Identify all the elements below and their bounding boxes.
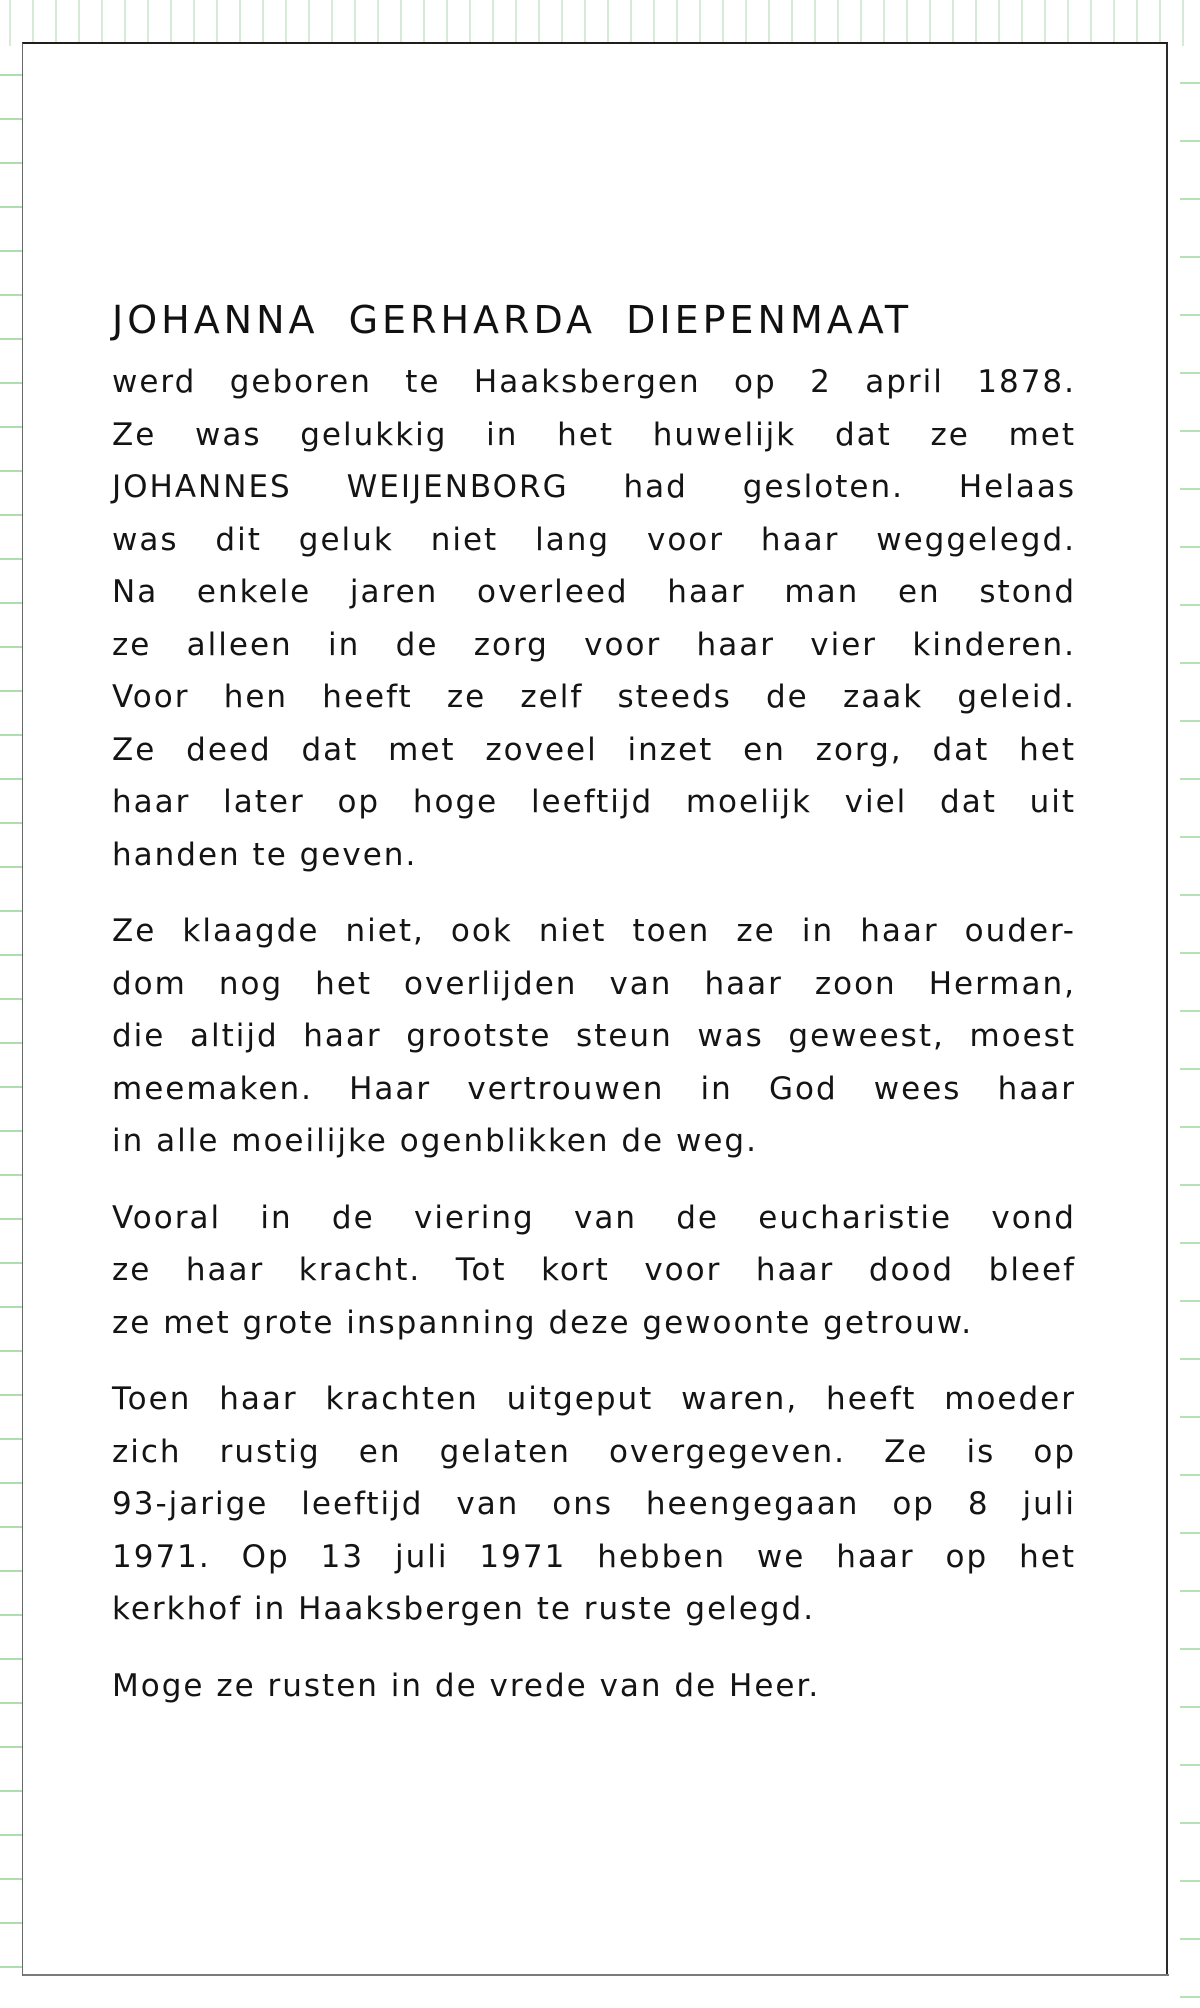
text-line: Voor hen heeft ze zelf steeds de zaak geleid. xyxy=(112,679,1076,715)
card-bottom-edge xyxy=(23,1974,1169,1976)
text-line: Ze was gelukkig in het huwelijk dat ze met xyxy=(112,416,1076,453)
text-line: ze alleen in de zorg voor haar vier kinderen. xyxy=(112,626,1076,663)
paragraph-gap xyxy=(112,1168,1076,1192)
text-line: Ze deed dat met zoveel inzet en zorg, dat het xyxy=(112,731,1076,768)
text-line: 93-jarige leeftijd van ons heengegaan op 8 juli xyxy=(112,1486,1076,1522)
text-line: 1971. Op 13 juli 1971 hebben we haar op het xyxy=(112,1538,1076,1575)
text-line: handen te geven. xyxy=(112,836,418,873)
text-line: dom nog het overlijden van haar zoon Herman, xyxy=(112,965,1076,1002)
text-line: was dit geluk niet lang voor haar weggelegd. xyxy=(112,521,1076,558)
text-line: Toen haar krachten uitgeput waren, heeft moeder xyxy=(112,1381,1076,1417)
text-line: zich rustig en gelaten overgegeven. Ze is op xyxy=(112,1433,1076,1470)
text-line: Ze klaagde niet, ook niet toen ze in haar ouder- xyxy=(112,913,1076,949)
text-line: Moge ze rusten in de vrede van de Heer. xyxy=(112,1667,821,1704)
text-line: Vooral in de viering van de eucharistie vond xyxy=(112,1199,1076,1236)
text-line: werd geboren te Haaksbergen op 2 april 1878. xyxy=(112,364,1076,400)
paragraph-gap xyxy=(112,1349,1076,1373)
text-line: Na enkele jaren overleed haar man en stond xyxy=(112,574,1076,610)
text-line: die altijd haar grootste steun was geweest, moest xyxy=(112,1018,1076,1054)
paragraph-3 xyxy=(112,1192,1076,1350)
paragraph-gap xyxy=(112,881,1076,905)
text-line: meemaken. Haar vertrouwen in God wees haar xyxy=(112,1070,1076,1107)
scan-edge-top xyxy=(0,0,1200,46)
paragraph-gap xyxy=(112,1636,1076,1660)
paragraph-2 xyxy=(112,905,1076,1168)
deceased-name-title: JOHANNA GERHARDA DIEPENMAAT xyxy=(112,298,913,342)
text-line: kerkhof in Haaksbergen te ruste gelegd. xyxy=(112,1591,816,1627)
text-line: ze haar kracht. Tot kort voor haar dood bleef xyxy=(112,1252,1076,1288)
biography-text xyxy=(112,356,1076,1712)
scan-edge-right xyxy=(1180,46,1200,2008)
scan-edge-left xyxy=(0,46,22,2008)
text-line: JOHANNES WEIJENBORG had gesloten. Helaas xyxy=(112,469,1076,505)
text-line: in alle moeilijke ogenblikken de weg. xyxy=(112,1123,758,1159)
text-line: haar later op hoge leeftijd moelijk viel dat uit xyxy=(112,784,1076,820)
text-line: ze met grote inspanning deze gewoonte getrouw. xyxy=(112,1304,974,1341)
card-content xyxy=(112,294,1076,1712)
paragraph-5 xyxy=(112,1660,1076,1713)
paragraph-1 xyxy=(112,356,1076,881)
paragraph-4 xyxy=(112,1373,1076,1636)
